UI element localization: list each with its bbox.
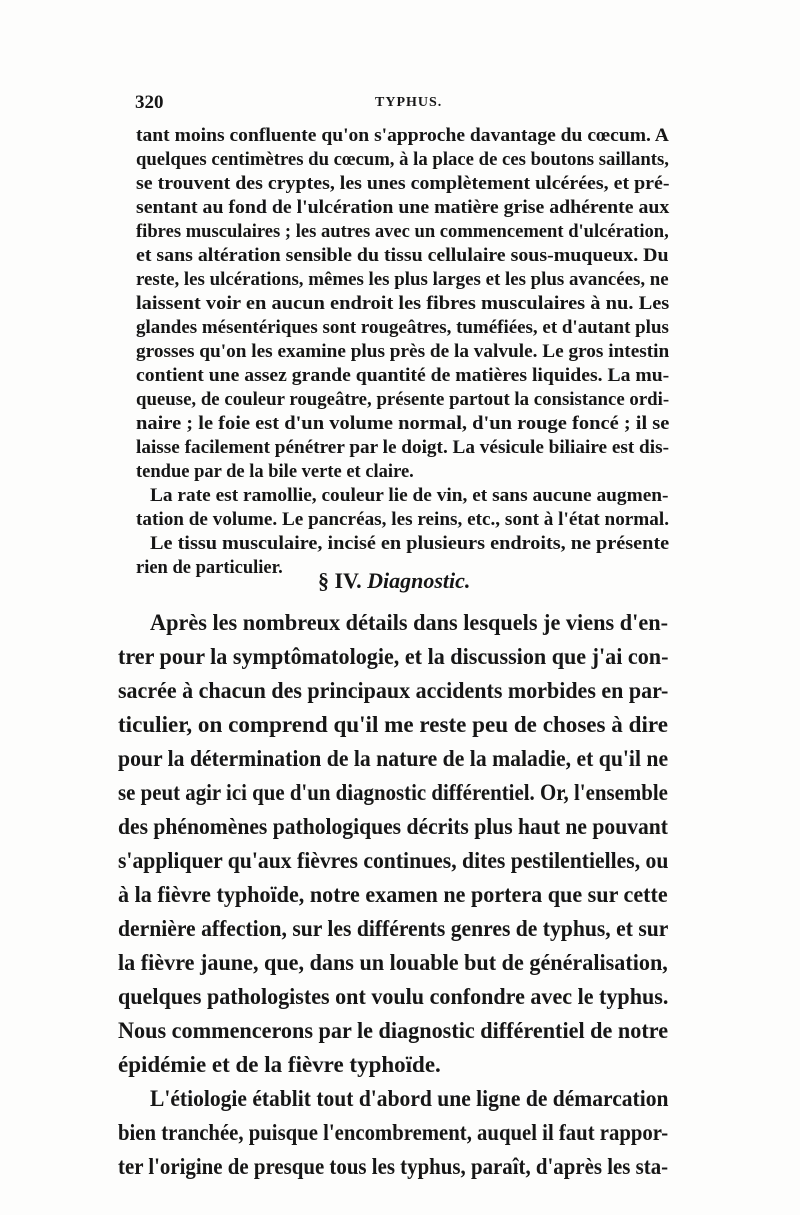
text-line: L'étiologie établit tout d'abord une ligne de démarcation xyxy=(150,1086,669,1111)
text-line: naire ; le foie est d'un volume normal, d'un rouge foncé ; il se xyxy=(136,414,670,434)
text-line: grosses qu'on les examine plus près de la valvule. Le gros intestin xyxy=(136,342,670,362)
section-mark: § IV. xyxy=(318,568,362,593)
text-line: sacrée à chacun des principaux accidents morbides en par- xyxy=(118,678,669,703)
page-header xyxy=(135,92,668,118)
text-line: rien de particulier. xyxy=(136,558,283,578)
text-line: des phénomènes pathologiques décrits plus haut ne pouvant xyxy=(118,814,668,839)
text-line: se trouvent des cryptes, les unes complètement ulcérées, et pré- xyxy=(136,174,670,194)
text-line: La rate est ramollie, couleur lie de vin, et sans aucune augmen- xyxy=(150,486,669,506)
text-line: glandes mésentériques sont rougeâtres, tuméfiées, et d'autant plus xyxy=(136,318,669,338)
text-line: tendue par de la bile verte et claire. xyxy=(136,462,414,482)
text-line: la fièvre jaune, que, dans un louable but de généralisation, xyxy=(118,950,668,975)
text-line: ticulier, on comprend qu'il me reste peu de choses à dire xyxy=(118,712,668,737)
text-line: pour la détermination de la nature de la maladie, et qu'il ne xyxy=(118,746,669,771)
running-title: TYPHUS. xyxy=(375,95,443,110)
text-line: quelques pathologistes ont voulu confondre avec le typhus. xyxy=(118,984,669,1009)
text-line: se peut agir ici que d'un diagnostic différentiel. Or, l'ensemble xyxy=(118,780,668,805)
text-line: tant moins confluente qu'on s'approche davantage du cœcum. A xyxy=(136,126,669,146)
page-number: 320 xyxy=(135,92,164,113)
text-line: Après les nombreux détails dans lesquels je viens d'en- xyxy=(150,610,669,635)
text-line: laissent voir en aucun endroit les fibres musculaires à nu. Les xyxy=(136,294,670,314)
text-line: sentant au fond de l'ulcération une matière grise adhérente aux xyxy=(136,198,670,218)
text-line: contient une assez grande quantité de matières liquides. La mu- xyxy=(136,366,670,386)
text-line: épidémie et de la fièvre typhoïde. xyxy=(118,1052,441,1077)
text-line: à la fièvre typhoïde, notre examen ne portera que sur cette xyxy=(118,882,668,907)
text-line: fibres musculaires ; les autres avec un commencement d'ulcération, xyxy=(136,222,669,242)
text-line: ter l'origine de presque tous les typhus, paraît, d'après les sta- xyxy=(118,1154,669,1179)
text-line: Le tissu musculaire, incisé en plusieurs endroits, ne présente xyxy=(150,534,670,554)
text-line: laisse facilement pénétrer par le doigt. La vésicule biliaire est dis- xyxy=(136,438,669,458)
text-line: et sans altération sensible du tissu cellulaire sous-muqueux. Du xyxy=(136,246,669,266)
text-line: trer pour la symptômatologie, et la discussion que j'ai con- xyxy=(118,644,669,669)
text-line: tation de volume. Le pancréas, les reins, etc., sont à l'état normal. xyxy=(136,510,669,530)
text-line: s'appliquer qu'aux fièvres continues, dites pestilentielles, ou xyxy=(118,848,669,873)
text-line: bien tranchée, puisque l'encombrement, auquel il faut rappor- xyxy=(118,1120,669,1145)
section-heading xyxy=(318,568,470,594)
text-line: Nous commencerons par le diagnostic différentiel de notre xyxy=(118,1018,669,1043)
text-line: queuse, de couleur rougeâtre, présente partout la consistance ordi- xyxy=(136,390,670,410)
section-title: Diagnostic. xyxy=(367,568,471,593)
text-line: reste, les ulcérations, mêmes les plus larges et les plus avancées, ne xyxy=(136,270,669,290)
text-line: dernière affection, sur les différents genres de typhus, et sur xyxy=(118,916,669,941)
text-line: quelques centimètres du cœcum, à la place de ces boutons saillants, xyxy=(136,150,669,170)
